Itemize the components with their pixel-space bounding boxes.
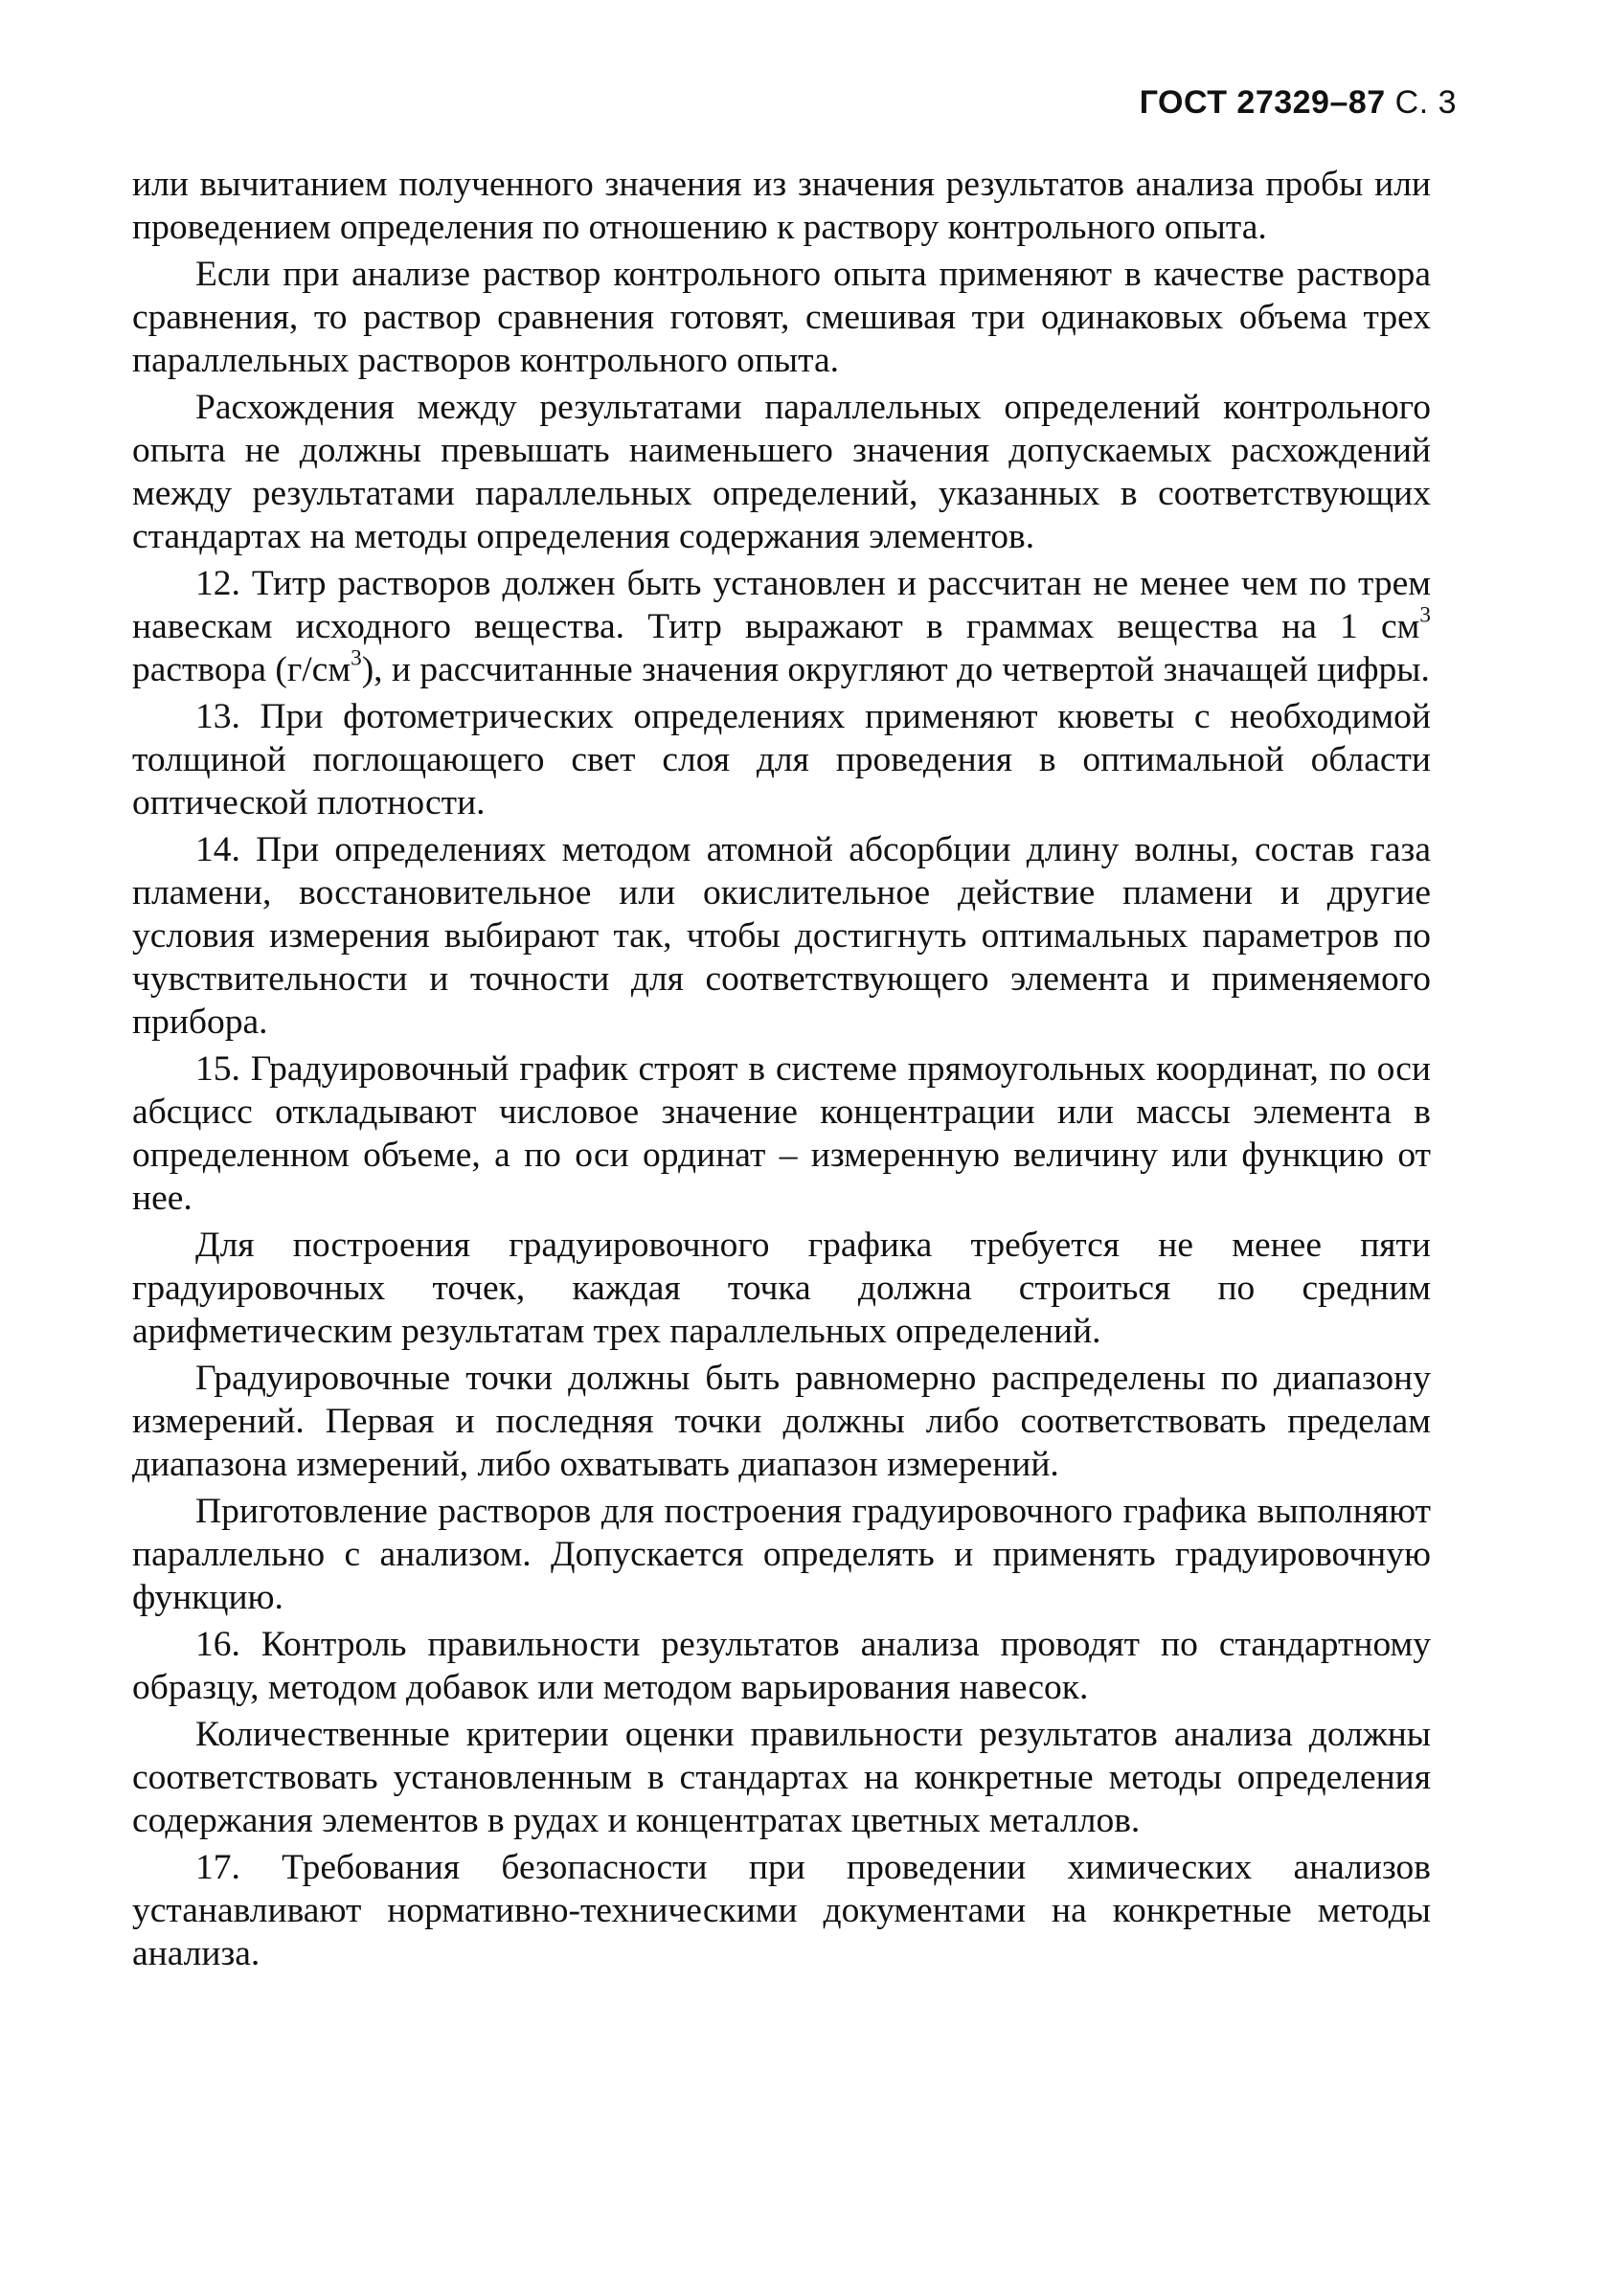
paragraph-accuracy-criteria: Количественные критерии оценки правильности результатов анализа должны соответствовать установленным в стандартах на конкретные методы определения содержания элементов в рудах и концентратах цветных металлов. xyxy=(132,1715,1431,1840)
superscript-3: 3 xyxy=(1419,602,1431,628)
body-text xyxy=(132,163,1431,1979)
paragraph-calibration-points-range: Градуировочные точки должны быть равномерно распределены по диапазону измерений. Первая и последняя точки должны либо соответствовать пределам диапазона измерений, либо охватывать диапазон измерений. xyxy=(132,1359,1431,1484)
clause-12-text-c: ), и рассчитанные значения округляют до четвертой значащей цифры. xyxy=(361,650,1430,689)
running-header xyxy=(1140,84,1457,122)
clause-14: 14. При определениях методом атомной абсорбции длину волны, состав газа пламени, восстановительное или окислительное действие пламени и другие условия измерения выбирают так, чтобы достигнуть оптимальных параметров по чувствительности и точности для соответствующего элемента и применяемого прибора. xyxy=(132,830,1431,1042)
paragraph-blank-solution-comparison: Если при анализе раствор контрольного опыта применяют в качестве раствора сравнения, то раствор сравнения готовят, смешивая три одинаковых объема трех параллельных растворов контрольного опыта. xyxy=(132,255,1431,380)
paragraph-calibration-solutions: Приготовление растворов для построения градуировочного графика выполняют параллельно с анализом. Допускается определять и применять градуировочную функцию. xyxy=(132,1492,1431,1617)
clause-12-text-b: раствора (г/см xyxy=(132,650,351,689)
clause-16: 16. Контроль правильности результатов анализа проводят по стандартному образцу, методом добавок или методом варьирования навесок. xyxy=(132,1625,1431,1707)
page-number: С. 3 xyxy=(1394,84,1457,121)
clause-12-text-a: 12. Титр растворов должен быть установлен и рассчитан не менее чем по трем навескам исходного вещества. Титр выражают в граммах вещества на 1 см xyxy=(132,564,1431,646)
paragraph-calibration-points-count: Для построения градуировочного графика требуется не менее пяти градуировочных точек, каждая точка должна строиться по средним арифметическим результатам трех параллельных определений. xyxy=(132,1226,1431,1351)
paragraph-blank-discrepancies: Расхождения между результатами параллельных определений контрольного опыта не должны превышать наименьшего значения допускаемых расхождений между результатами параллельных определений, указанных в соответствующих стандартах на методы определения содержания элементов. xyxy=(132,388,1431,556)
standard-code: ГОСТ 27329–87 xyxy=(1139,84,1386,121)
superscript-3: 3 xyxy=(351,645,362,671)
clause-15: 15. Градуировочный график строят в системе прямоугольных координат, по оси абсцисс откладывают числовое значение концентрации или массы элемента в определенном объеме, а по оси ординат – измеренную величину или функцию от нее. xyxy=(132,1049,1431,1218)
clause-12 xyxy=(132,562,1431,691)
clause-13: 13. При фотометрических определениях применяют кюветы с необходимой толщиной поглощающего свет слоя для проведения в оптимальной области оптической плотности. xyxy=(132,697,1431,822)
paragraph-continuation: или вычитанием полученного значения из значения результатов анализа пробы или проведением определения по отношению к раствору контрольного опыта. xyxy=(132,165,1431,247)
clause-17: 17. Требования безопасности при проведении химических анализов устанавливают нормативно-техническими документами на конкретные методы анализа. xyxy=(132,1848,1431,1973)
